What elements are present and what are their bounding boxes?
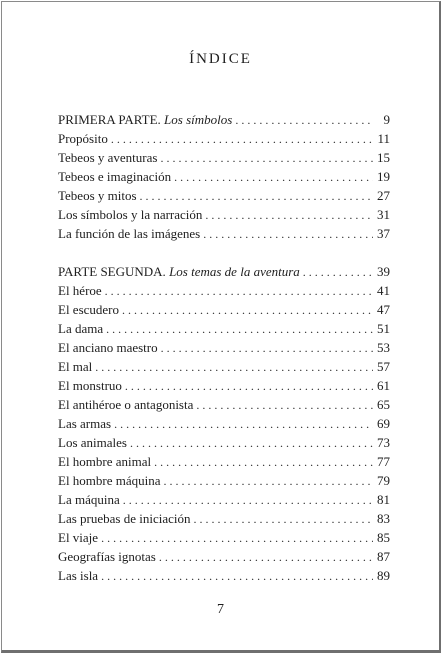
toc-entry — [58, 167, 390, 186]
entry-label: El anciano maestro — [58, 340, 158, 355]
toc-entry — [58, 490, 390, 509]
page-number: 15 — [377, 150, 390, 165]
part-label: PARTE SEGUNDA. — [58, 264, 166, 279]
dot-leader — [123, 490, 373, 510]
dot-leader — [303, 262, 373, 282]
entry-label: Propósito — [58, 131, 108, 146]
document-page — [1, 1, 441, 653]
page-number: 73 — [377, 435, 390, 450]
page-number: 79 — [377, 473, 390, 488]
folio-page-number: 7 — [217, 602, 224, 617]
page-number: 61 — [377, 378, 390, 393]
dot-leader — [193, 509, 373, 529]
toc-entry — [58, 338, 390, 357]
page-number: 39 — [377, 264, 390, 279]
page-number: 89 — [377, 568, 390, 583]
page-number: 11 — [377, 131, 390, 146]
entry-label: El héroe — [58, 283, 102, 298]
toc-entry — [58, 528, 390, 547]
dot-leader — [203, 224, 373, 244]
toc-entry — [58, 566, 390, 585]
toc-part-one — [58, 110, 390, 243]
dot-leader — [174, 167, 373, 187]
toc-entry — [58, 186, 390, 205]
page-number: 31 — [377, 207, 390, 222]
page-number: 77 — [377, 454, 390, 469]
toc-part-heading — [58, 110, 390, 129]
toc-entry — [58, 319, 390, 338]
page-number: 83 — [377, 511, 390, 526]
page-number: 69 — [377, 416, 390, 431]
dot-leader — [95, 357, 373, 377]
toc-entry — [58, 414, 390, 433]
entry-label: Los símbolos y la narración — [58, 207, 203, 222]
dot-leader — [114, 414, 373, 434]
entry-label: Los animales — [58, 435, 127, 450]
entry-label: Las armas — [58, 416, 112, 431]
entry-label: Tebeos y mitos — [58, 188, 137, 203]
dot-leader — [101, 528, 373, 548]
dot-leader — [159, 547, 373, 567]
entry-label: El escudero — [58, 302, 120, 317]
dot-leader — [101, 566, 373, 586]
dot-leader — [160, 148, 373, 168]
page-number: 41 — [377, 283, 390, 298]
page-title: ÍNDICE — [189, 51, 252, 67]
entry-label: La máquina — [58, 492, 120, 507]
page-number: 57 — [377, 359, 390, 374]
toc-entry — [58, 148, 390, 167]
dot-leader — [106, 319, 373, 339]
page-number: 27 — [377, 188, 390, 203]
dot-leader — [164, 471, 373, 491]
entry-label: El hombre animal — [58, 454, 152, 469]
toc-entry — [58, 224, 390, 243]
page-number: 85 — [377, 530, 390, 545]
toc-entry — [58, 281, 390, 300]
page-number: 51 — [377, 321, 390, 336]
toc-entry — [58, 357, 390, 376]
toc-entry — [58, 395, 390, 414]
entry-label: El monstruo — [58, 378, 122, 393]
dot-leader — [130, 433, 373, 453]
toc-part-heading — [58, 262, 390, 281]
entry-label: El hombre máquina — [58, 473, 161, 488]
dot-leader — [205, 205, 373, 225]
page-number: 19 — [377, 169, 390, 184]
entry-label: Tebeos y aventuras — [58, 150, 158, 165]
dot-leader — [125, 376, 373, 396]
toc-part-two — [58, 262, 390, 585]
page-number: 37 — [377, 226, 390, 241]
dot-leader — [196, 395, 373, 415]
entry-label: La dama — [58, 321, 104, 336]
entry-label: El antihéroe o antagonista — [58, 397, 194, 412]
toc-entry — [58, 471, 390, 490]
entry-label: Geografías ignotas — [58, 549, 156, 564]
toc-entry — [58, 433, 390, 452]
part-subtitle: Los temas de la aventura — [169, 264, 300, 279]
toc-entry — [58, 205, 390, 224]
toc-entry — [58, 452, 390, 471]
entry-label: Tebeos e imaginación — [58, 169, 172, 184]
entry-label: Las isla — [58, 568, 99, 583]
page-number: 47 — [377, 302, 390, 317]
entry-label: El viaje — [58, 530, 99, 545]
entry-label: Las pruebas de iniciación — [58, 511, 191, 526]
entry-label: El mal — [58, 359, 93, 374]
dot-leader — [122, 300, 373, 320]
toc-entry — [58, 376, 390, 395]
toc-entry — [58, 509, 390, 528]
page-number: 53 — [377, 340, 390, 355]
part-label: PRIMERA PARTE. — [58, 112, 161, 127]
toc-entry — [58, 547, 390, 566]
part-subtitle: Los símbolos — [164, 112, 233, 127]
page-number: 9 — [383, 112, 390, 127]
entry-label: La función de las imágenes — [58, 226, 201, 241]
page-number: 81 — [377, 492, 390, 507]
dot-leader — [140, 186, 373, 206]
dot-leader — [154, 452, 373, 472]
toc-entry — [58, 129, 390, 148]
page-number: 87 — [377, 549, 390, 564]
dot-leader — [111, 129, 373, 149]
dot-leader — [235, 110, 373, 130]
dot-leader — [105, 281, 373, 301]
toc-entry — [58, 300, 390, 319]
page-number: 65 — [377, 397, 390, 412]
dot-leader — [161, 338, 373, 358]
